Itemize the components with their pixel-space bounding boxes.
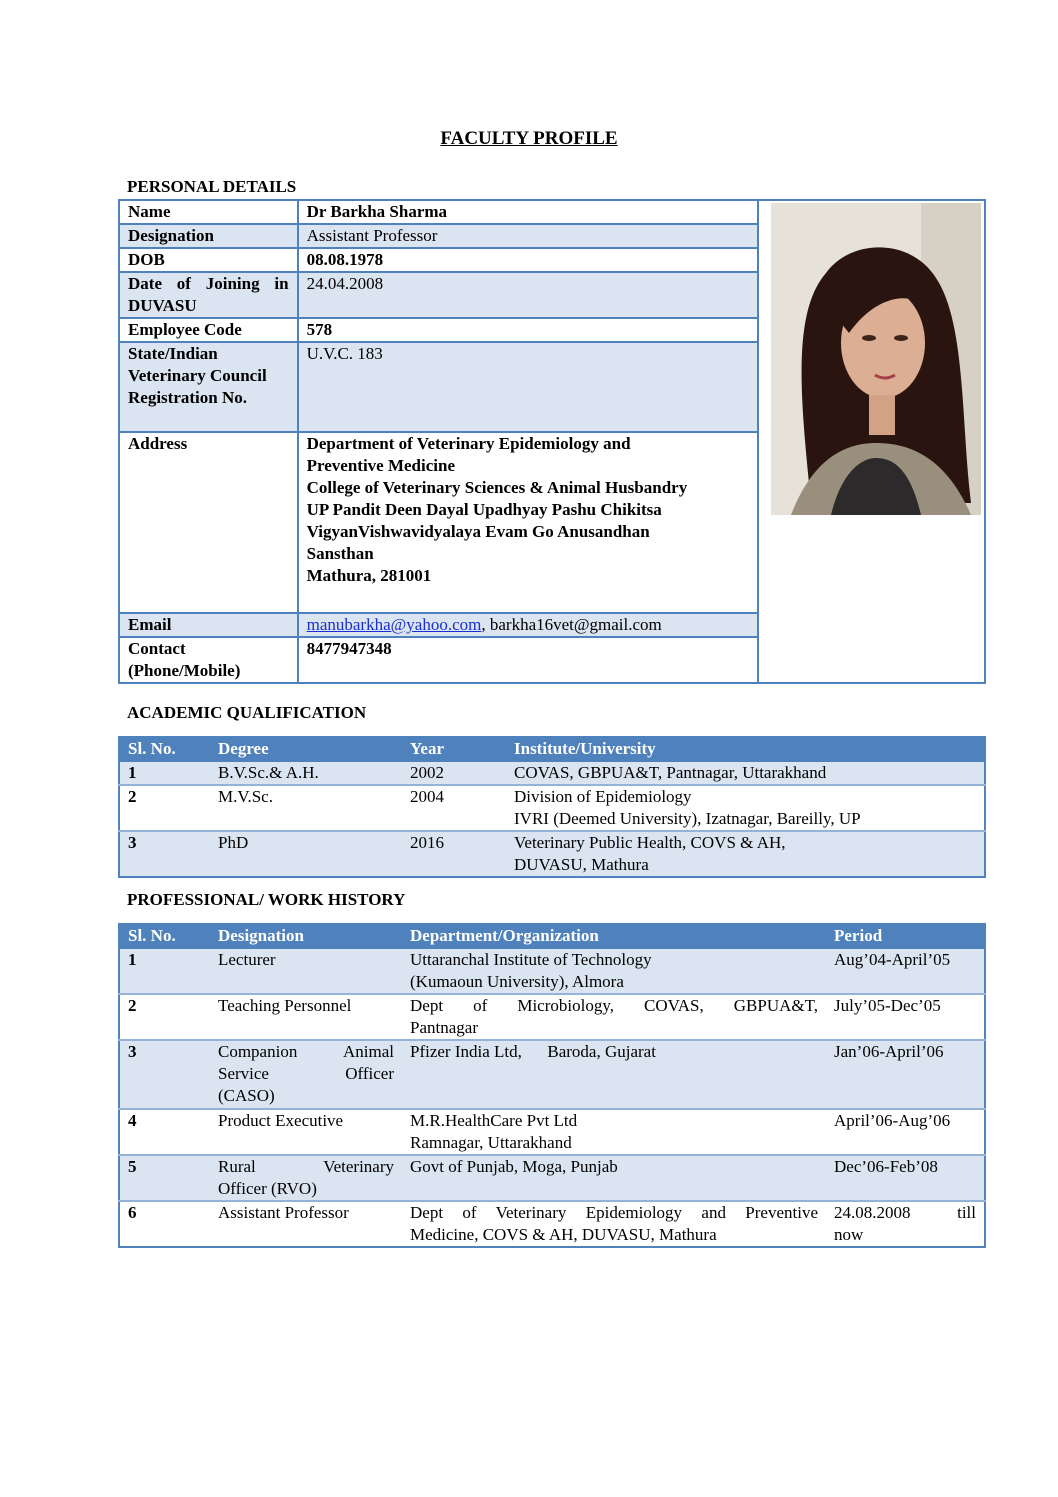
institute-line: IVRI (Deemed University), Izatnagar, Bareilly, UP [514, 809, 861, 828]
table-row [119, 831, 985, 877]
designation-cell: Teaching Personnel [210, 994, 402, 1040]
designation-cell [210, 1040, 402, 1109]
work-history-heading: PROFESSIONAL/ WORK HISTORY [127, 890, 406, 909]
serial-cell: 6 [119, 1201, 210, 1247]
organization-cell [402, 1109, 826, 1155]
institute-cell: COVAS, GBPUA&T, Pantnagar, Uttarakhand [506, 761, 985, 785]
serial-cell: 1 [119, 761, 210, 785]
period-cell: July’05-Dec’05 [826, 994, 985, 1040]
contact-label: Contact (Phone/Mobile) [119, 637, 298, 683]
organization-cell: Govt of Punjab, Moga, Punjab [402, 1155, 826, 1201]
designation-line: Companion Animal [218, 1042, 394, 1061]
academic-heading: ACADEMIC QUALIFICATION [127, 703, 367, 722]
photo-cell [758, 200, 985, 683]
degree-cell: M.V.Sc. [210, 785, 402, 831]
personal-details-table [118, 199, 986, 684]
year-cell: 2002 [402, 761, 506, 785]
serial-cell: 4 [119, 1109, 210, 1155]
academic-table [118, 736, 986, 878]
email-label: Email [119, 613, 298, 637]
address-line: Sansthan [306, 544, 374, 563]
organization-line: Dept of Veterinary Epidemiology and Preventive [410, 1203, 818, 1222]
serial-cell: 5 [119, 1155, 210, 1201]
organization-cell [402, 994, 826, 1040]
email-link[interactable]: manubarkha@yahoo.com [306, 615, 482, 634]
period-cell: Dec’06-Feb’08 [826, 1155, 985, 1201]
institute-cell [506, 785, 985, 831]
designation-cell [210, 1155, 402, 1201]
joining-label: Date of Joining in DUVASU [119, 272, 298, 318]
organization-cell [402, 948, 826, 994]
employee-code-label: Employee Code [119, 318, 298, 342]
organization-line: Dept of Microbiology, COVAS, GBPUA&T, [410, 996, 818, 1015]
dob-value: 08.08.1978 [298, 248, 759, 272]
table-header-row [119, 737, 985, 761]
joining-value: 24.04.2008 [298, 272, 759, 318]
address-line: Preventive Medicine [306, 456, 455, 475]
designation-cell: Lecturer [210, 948, 402, 994]
column-header: Designation [210, 924, 402, 948]
profile-photo [771, 203, 981, 515]
institute-line: DUVASU, Mathura [514, 855, 649, 874]
organization-line: M.R.HealthCare Pvt Ltd [410, 1111, 578, 1130]
organization-line: Pantnagar [410, 1018, 478, 1037]
institute-line: Division of Epidemiology [514, 787, 692, 806]
address-line: UP Pandit Deen Dayal Upadhyay Pashu Chikitsa [306, 500, 662, 519]
organization-line: Ramnagar, Uttarakhand [410, 1133, 572, 1152]
address-line: College of Veterinary Sciences & Animal Husbandry [306, 478, 688, 497]
address-line: VigyanVishwavidyalaya Evam Go Anusandhan [306, 522, 650, 541]
designation-cell: Assistant Professor [210, 1201, 402, 1247]
table-row [119, 785, 985, 831]
table-row [119, 1155, 985, 1201]
serial-cell: 3 [119, 1040, 210, 1109]
table-row [119, 1109, 985, 1155]
table-row [119, 1040, 985, 1109]
designation-line: Rural Veterinary [218, 1157, 394, 1176]
serial-cell: 1 [119, 948, 210, 994]
address-line: Department of Veterinary Epidemiology and [306, 434, 631, 453]
work-history-table [118, 923, 986, 1248]
table-row [119, 994, 985, 1040]
year-cell: 2004 [402, 785, 506, 831]
period-cell [826, 1201, 985, 1247]
designation-value: Assistant Professor [298, 224, 759, 248]
name-label: Name [119, 200, 298, 224]
column-header: Sl. No. [119, 924, 210, 948]
address-label: Address [119, 432, 298, 613]
serial-cell: 3 [119, 831, 210, 877]
registration-label: State/Indian Veterinary Council Registration No. [119, 342, 298, 432]
institute-line: Veterinary Public Health, COVS & AH, [514, 833, 786, 852]
designation-label: Designation [119, 224, 298, 248]
table-row [119, 948, 985, 994]
dob-label: DOB [119, 248, 298, 272]
degree-cell: B.V.Sc.& A.H. [210, 761, 402, 785]
institute-cell [506, 831, 985, 877]
registration-value: U.V.C. 183 [298, 342, 759, 432]
serial-cell: 2 [119, 994, 210, 1040]
period-cell: Aug’04-April’05 [826, 948, 985, 994]
address-value [298, 432, 759, 613]
email-value [298, 613, 759, 637]
column-header: Department/Organization [402, 924, 826, 948]
column-header: Period [826, 924, 985, 948]
year-cell: 2016 [402, 831, 506, 877]
column-header: Degree [210, 737, 402, 761]
serial-cell: 2 [119, 785, 210, 831]
address-line: Mathura, 281001 [306, 566, 432, 585]
employee-code-value: 578 [298, 318, 759, 342]
column-header: Year [402, 737, 506, 761]
period-line: now [834, 1225, 864, 1244]
organization-line: Uttaranchal Institute of Technology [410, 950, 652, 969]
designation-line: Officer (RVO) [218, 1179, 317, 1198]
personal-details-heading: PERSONAL DETAILS [127, 177, 297, 196]
email-secondary: , barkha16vet@gmail.com [481, 615, 662, 634]
contact-value: 8477947348 [298, 637, 759, 683]
table-row [119, 761, 985, 785]
designation-line: (CASO) [218, 1086, 275, 1105]
organization-cell: Pfizer India Ltd, Baroda, Gujarat [402, 1040, 826, 1109]
portrait-illustration [771, 203, 981, 515]
period-cell: April’06-Aug’06 [826, 1109, 985, 1155]
column-header: Institute/University [506, 737, 985, 761]
degree-cell: PhD [210, 831, 402, 877]
organization-cell [402, 1201, 826, 1247]
organization-line: Medicine, COVS & AH, DUVASU, Mathura [410, 1225, 717, 1244]
column-header: Sl. No. [119, 737, 210, 761]
period-line: 24.08.2008 till [834, 1203, 976, 1222]
name-value: Dr Barkha Sharma [298, 200, 759, 224]
period-cell: Jan’06-April’06 [826, 1040, 985, 1109]
page-title: FACULTY PROFILE [440, 128, 618, 149]
designation-cell: Product Executive [210, 1109, 402, 1155]
designation-line: Service Officer [218, 1064, 394, 1083]
organization-line: (Kumaoun University), Almora [410, 972, 624, 991]
table-row [119, 1201, 985, 1247]
table-header-row [119, 924, 985, 948]
